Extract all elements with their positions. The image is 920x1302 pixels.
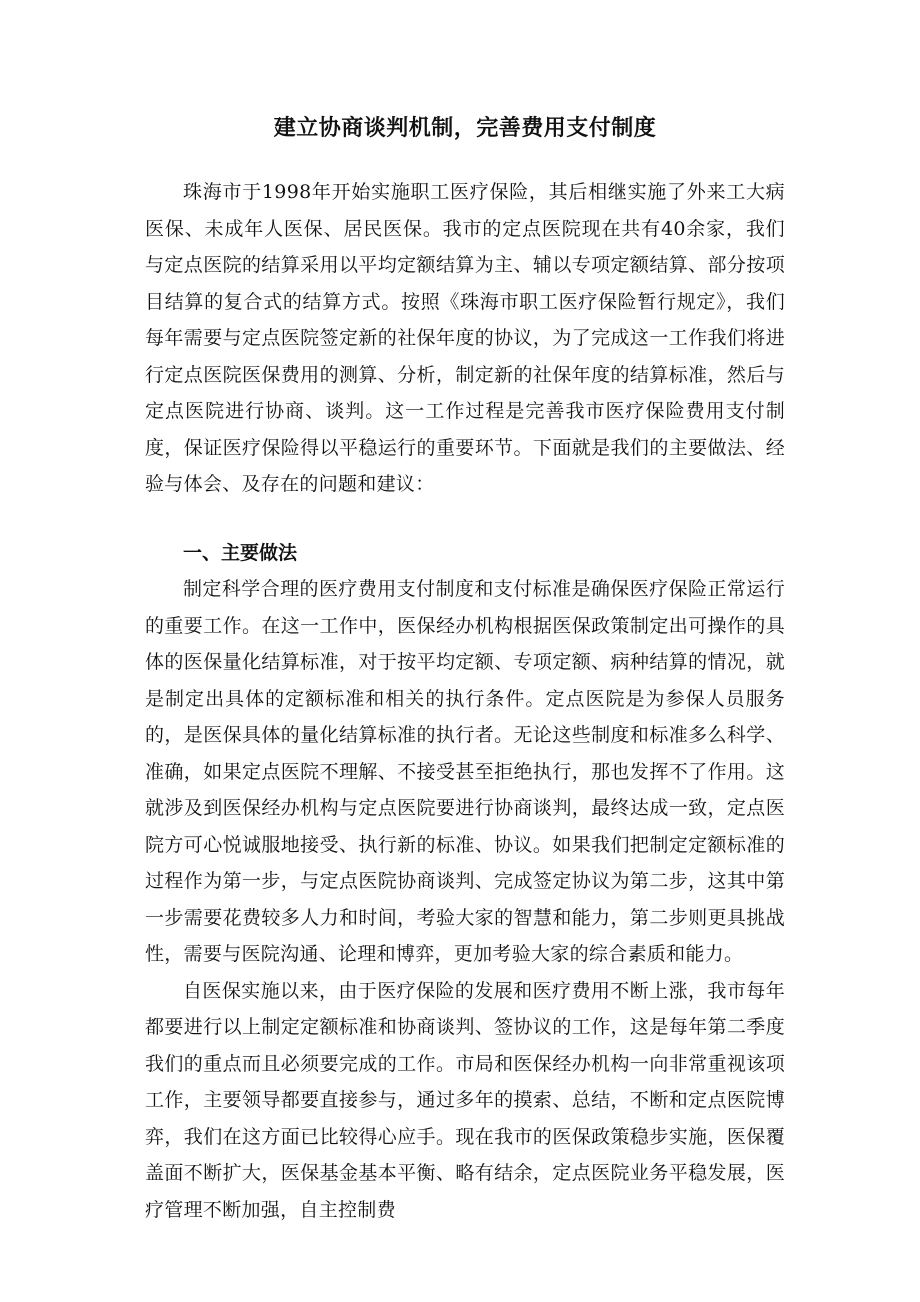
- document-page: [145, 112, 785, 1228]
- intro-paragraph: 珠海市于1998年开始实施职工医疗保险，其后相继实施了外来工大病医保、未成年人医保、居民医保。我市的定点医院现在共有40余家，我们与定点医院的结算采用以平均定额结算为主、辅以专项定额结算、部分按项目结算的复合式的结算方式。按照《珠海市职工医疗保险暂行规定》，我们每年需要与定点医院签定新的社保年度的协议，为了完成这一工作我们将进行定点医院医保费用的测算、分析，制定新的社保年度的结算标准，然后与定点医院进行协商、谈判。这一工作过程是完善我市医疗保险费用支付制度，保证医疗保险得以平稳运行的重要环节。下面就是我们的主要做法、经验与体会、及存在的问题和建议：: [145, 181, 785, 495]
- section-heading-main-practices: 一、主要做法: [183, 541, 298, 564]
- document-title: 建立协商谈判机制，完善费用支付制度: [273, 116, 657, 141]
- section-spacer: [145, 503, 785, 535]
- section1-paragraph-2: 自医保实施以来，由于医疗保险的发展和医疗费用不断上涨，我市每年都要进行以上制定定额标准和协商谈判、签协议的工作，这是每年第二季度我们的重点而且必须要完成的工作。市局和医保经办机构一向非常重视该项工作，主要领导都要直接参与，通过多年的摸索、总结，不断和定点医院博弈，我们在这方面已比较得心应手。现在我市的医保政策稳步实施，医保覆盖面不断扩大，医保基金基本平衡、略有结余，定点医院业务平稳发展，医疗管理不断加强，自主控制费: [145, 979, 785, 1221]
- section1-paragraph-1: 制定科学合理的医疗费用支付制度和支付标准是确保医疗保险正常运行的重要工作。在这一工作中，医保经办机构根据医保政策制定出可操作的具体的医保量化结算标准，对于按平均定额、专项定额、病种结算的情况，就是制定出具体的定额标准和相关的执行条件。定点医院是为参保人员服务的，是医保具体的量化结算标准的执行者。无论这些制度和标准多么科学、准确，如果定点医院不理解、不接受甚至拒绝执行，那也发挥不了作用。这就涉及到医保经办机构与定点医院要进行协商谈判，最终达成一致，定点医院方可心悦诚服地接受、执行新的标准、协议。如果我们把制定定额标准的过程作为第一步，与定点医院协商谈判、完成签定协议为第二步，这其中第一步需要花费较多人力和时间，考验大家的智慧和能力，第二步则更具挑战性，需要与医院沟通、论理和博弈，更加考验大家的综合素质和能力。: [145, 578, 785, 965]
